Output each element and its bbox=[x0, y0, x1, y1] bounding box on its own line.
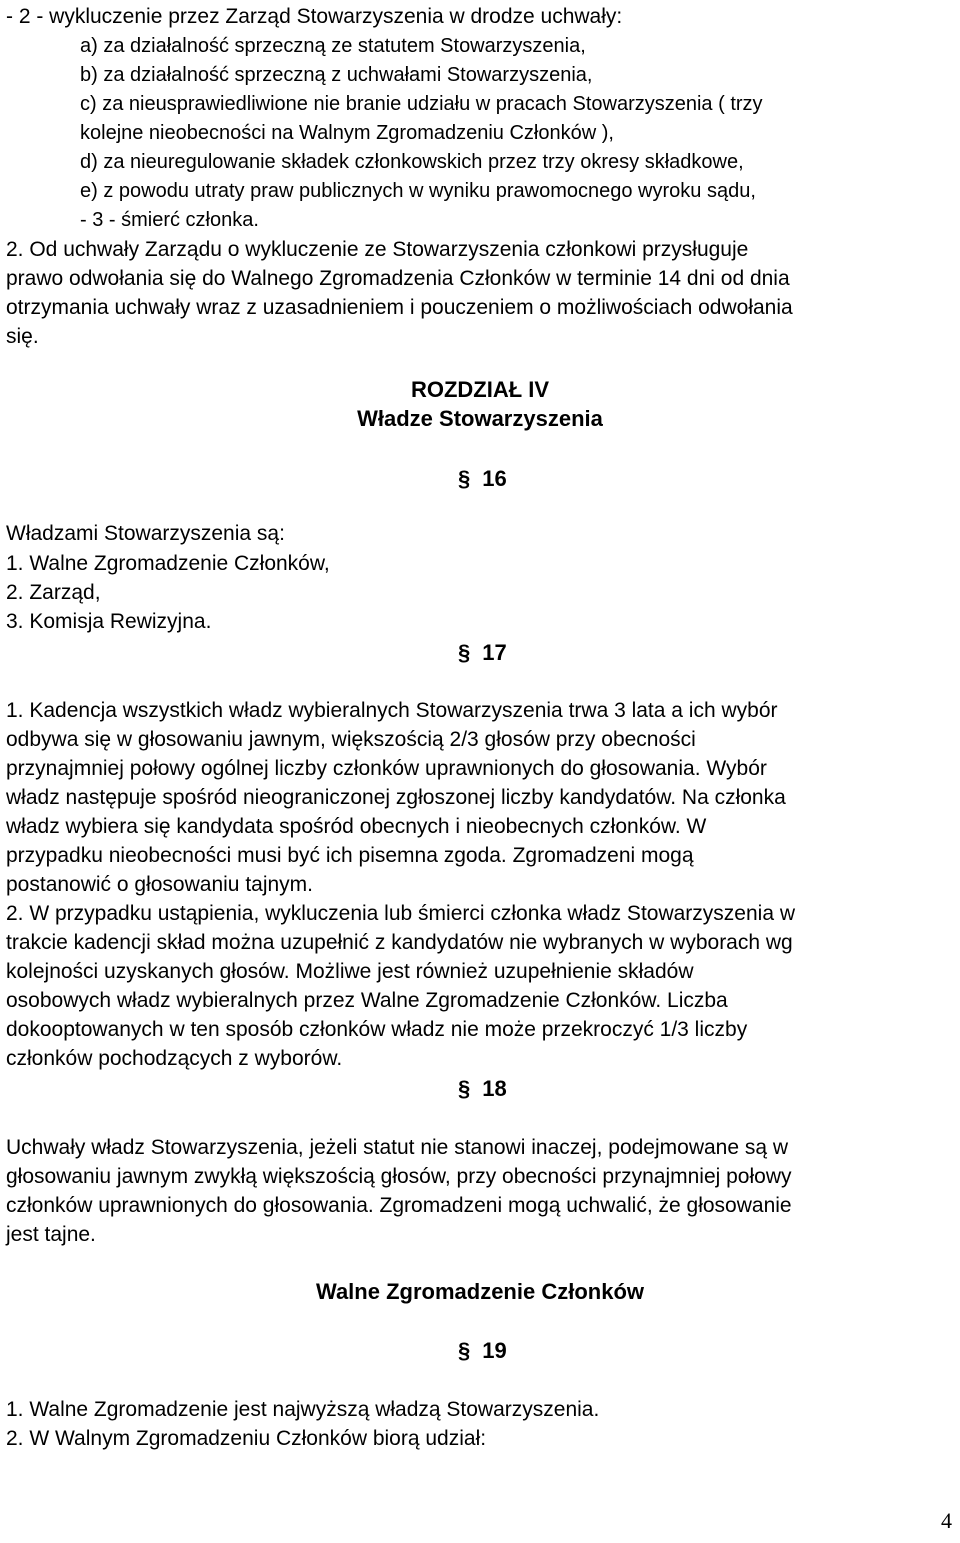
s17-line-3: władz następuje spośród nieograniczonej zgłoszonej liczby kandydatów. Na członka bbox=[6, 786, 786, 809]
top-line-1: a) za działalność sprzeczną ze statutem Stowarzyszenia, bbox=[80, 35, 586, 57]
top-line-5: d) za nieuregulowanie składek członkowskich przez trzy okresy składkowe, bbox=[80, 151, 744, 173]
top-line-3: c) za nieusprawiedliwione nie branie udziału w pracach Stowarzyszenia ( trzy bbox=[80, 93, 763, 115]
chapter-title: Władze Stowarzyszenia bbox=[357, 406, 603, 431]
section-17-heading bbox=[458, 640, 507, 666]
point2-line-2: otrzymania uchwały wraz z uzasadnieniem i pouczeniem o możliwościach odwołania bbox=[6, 296, 793, 319]
section-symbol: § bbox=[458, 1338, 471, 1363]
s18-line-1: głosowaniu jawnym zwykłą większością głosów, przy obecności przynajmniej połowy bbox=[6, 1165, 792, 1188]
section-18-heading bbox=[458, 1076, 507, 1102]
top-line-4: kolejne nieobecności na Walnym Zgromadzeniu Członków ), bbox=[80, 122, 614, 144]
s18-line-0: Uchwały władz Stowarzyszenia, jeżeli statut nie stanowi inaczej, podejmowane są w bbox=[6, 1136, 789, 1159]
s17-line-4: władz wybiera się kandydata spośród obecnych i nieobecnych członków. W bbox=[6, 815, 707, 838]
page-number: 4 bbox=[941, 1508, 952, 1533]
section-number: 17 bbox=[482, 640, 507, 665]
chapter-number: ROZDZIAŁ IV bbox=[410, 377, 550, 402]
point2-line-0: 2. Od uchwały Zarządu o wykluczenie ze Stowarzyszenia członkowi przysługuje bbox=[6, 238, 749, 261]
s17-line-10: osobowych władz wybieralnych przez Walne Zgromadzenie Członków. Liczba bbox=[6, 989, 728, 1012]
subheading: Walne Zgromadzenie Członków bbox=[316, 1279, 644, 1304]
top-line-0: - 2 - wykluczenie przez Zarząd Stowarzyszenia w drodze uchwały: bbox=[6, 5, 623, 28]
top-line-6: e) z powodu utraty praw publicznych w wyniku prawomocnego wyroku sądu, bbox=[80, 180, 756, 202]
section-symbol: § bbox=[458, 466, 471, 491]
point2-line-3: się. bbox=[6, 325, 39, 348]
s16-line-3: 3. Komisja Rewizyjna. bbox=[6, 610, 212, 633]
s18-line-3: jest tajne. bbox=[6, 1223, 96, 1246]
top-line-2: b) za działalność sprzeczną z uchwałami Stowarzyszenia, bbox=[80, 64, 593, 86]
s19-line-0: 1. Walne Zgromadzenie jest najwyższą władzą Stowarzyszenia. bbox=[6, 1398, 600, 1421]
s17-line-2: przynajmniej połowy ogólnej liczby członków uprawnionych do głosowania. Wybór bbox=[6, 757, 767, 780]
top-line-7: - 3 - śmierć członka. bbox=[80, 209, 259, 231]
section-number: 18 bbox=[482, 1076, 507, 1101]
s17-line-9: kolejności uzyskanych głosów. Możliwe jest również uzupełnienie składów bbox=[6, 960, 694, 983]
s17-line-0: 1. Kadencja wszystkich władz wybieralnych Stowarzyszenia trwa 3 lata a ich wybór bbox=[6, 699, 778, 722]
section-symbol: § bbox=[458, 640, 471, 665]
s16-line-2: 2. Zarząd, bbox=[6, 581, 101, 604]
s17-line-7: 2. W przypadku ustąpienia, wykluczenia lub śmierci członka władz Stowarzyszenia w bbox=[6, 902, 795, 925]
point2-line-1: prawo odwołania się do Walnego Zgromadzenia Członków w terminie 14 dni od dnia bbox=[6, 267, 790, 290]
section-16-heading bbox=[458, 466, 507, 492]
section-19-heading bbox=[458, 1338, 507, 1364]
s17-line-5: przypadku nieobecności musi być ich pisemna zgoda. Zgromadzeni mogą bbox=[6, 844, 694, 867]
section-symbol: § bbox=[458, 1076, 471, 1101]
s18-line-2: członków uprawnionych do głosowania. Zgromadzeni mogą uchwalić, że głosowanie bbox=[6, 1194, 792, 1217]
s17-line-8: trakcie kadencji skład można uzupełnić z kandydatów nie wybranych w wyborach wg bbox=[6, 931, 793, 954]
s17-line-6: postanowić o głosowaniu tajnym. bbox=[6, 873, 314, 896]
section-number: 19 bbox=[482, 1338, 507, 1363]
s17-line-11: dokooptowanych w ten sposób członków władz nie może przekroczyć 1/3 liczby bbox=[6, 1018, 748, 1041]
s16-line-0: Władzami Stowarzyszenia są: bbox=[6, 522, 285, 545]
s17-line-1: odbywa się w głosowaniu jawnym, większością 2/3 głosów przy obecności bbox=[6, 728, 696, 751]
s17-line-12: członków pochodzących z wyborów. bbox=[6, 1047, 343, 1070]
section-number: 16 bbox=[482, 466, 507, 491]
s19-line-1: 2. W Walnym Zgromadzeniu Członków biorą udział: bbox=[6, 1427, 487, 1450]
s16-line-1: 1. Walne Zgromadzenie Członków, bbox=[6, 552, 330, 575]
